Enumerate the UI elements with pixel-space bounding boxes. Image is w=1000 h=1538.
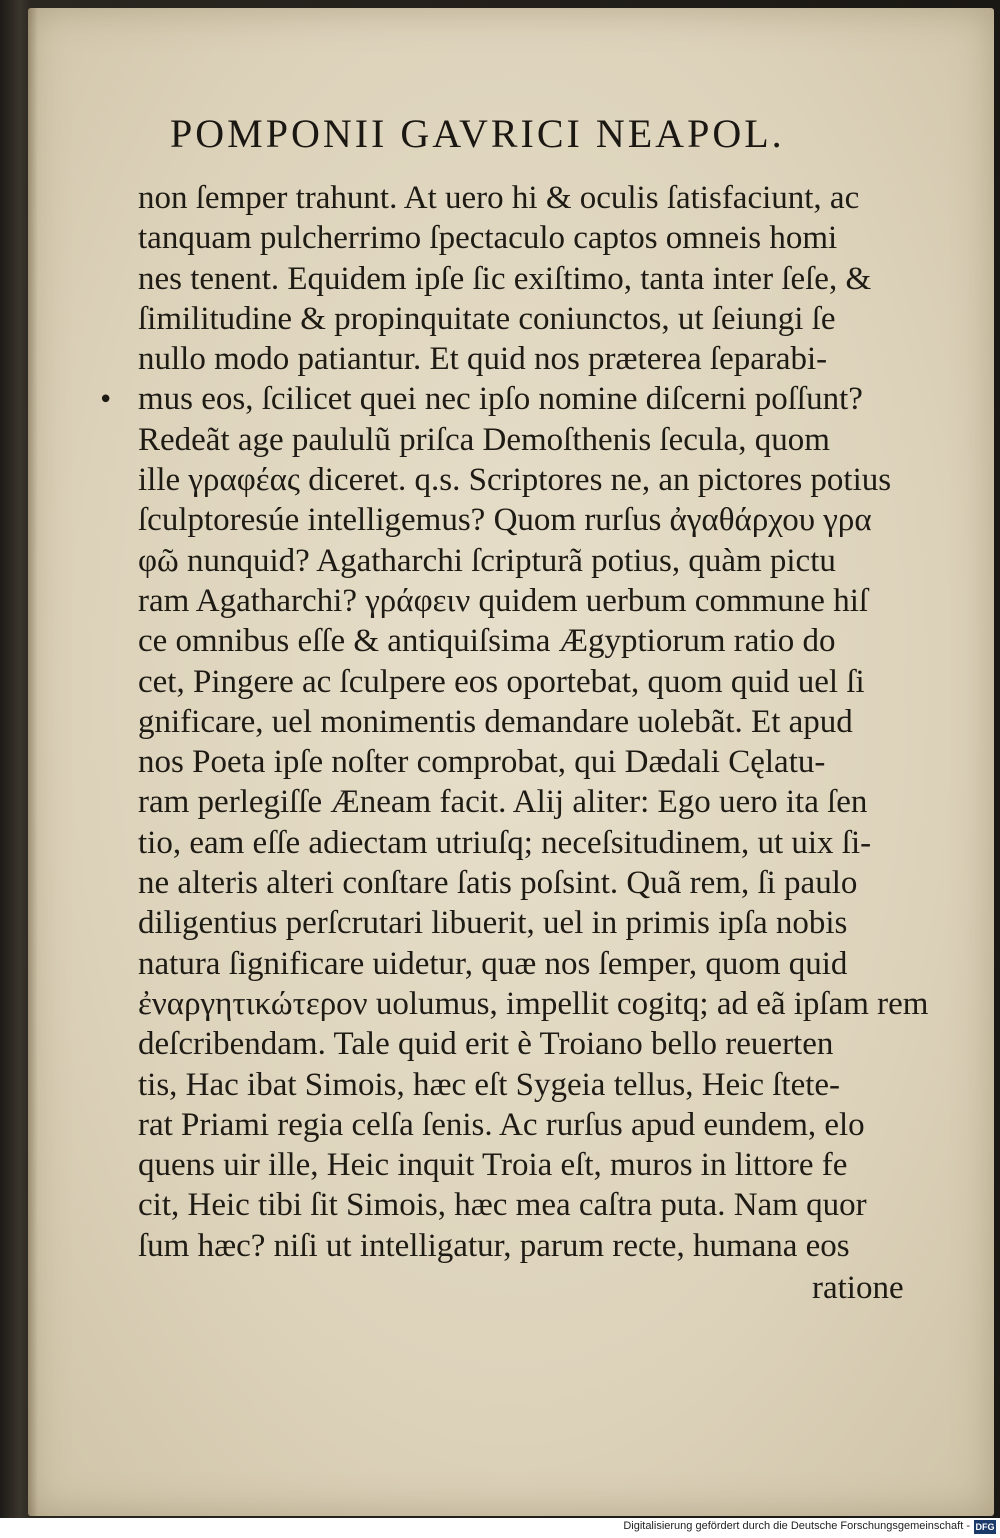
text-line: tio, eam eſſe adiectam utriuſq; neceſsitudinem, ut uix ſi-: [138, 824, 872, 861]
text-line: ille γραφέας diceret. q.s. Scriptores ne, an pictores potius: [138, 462, 892, 499]
text-line: ſum hæc? niſi ut intelligatur, parum recte, humana eos: [138, 1227, 850, 1264]
text-line: ἐναργητικώτερον uolumus, impellit cogitq; ad eã ipſam rem: [138, 985, 929, 1022]
text-line: nes tenent. Equidem ipſe ſic exiſtimo, tanta inter ſeſe, &: [138, 260, 872, 297]
text-line: ne alteris alteri conſtare ſatis poſsint. Quã rem, ſi paulo: [138, 865, 858, 902]
catchword: ratione: [812, 1270, 904, 1306]
dfg-logo-icon: DFG: [975, 1522, 995, 1532]
margin-mark: •: [98, 385, 114, 415]
body-text: [138, 178, 938, 1266]
text-line: tis, Hac ibat Simois, hæc eſt Sygeia tellus, Heic ſtete-: [138, 1066, 841, 1103]
text-line: rat Priami regia celſa ſenis. Ac rurſus apud eundem, elo: [138, 1106, 865, 1143]
text-line: natura ſignificare uidetur, quæ nos ſemper, quom quid: [138, 945, 848, 982]
text-line: nos Poeta ipſe noſter comprobat, qui Dædali Cęlatu-: [138, 744, 826, 781]
running-head: POMPONII GAVRICI NEAPOL.: [170, 111, 785, 156]
text-line: nullo modo patiantur. Et quid nos præterea ſeparabi-: [138, 341, 828, 378]
text-line: deſcribendam. Tale quid erit è Troiano bello reuerten: [138, 1026, 834, 1063]
page-spine-shadow: [28, 8, 38, 1516]
text-line: ram Agatharchi? γράφειν quidem uerbum commune hiſ: [138, 582, 869, 619]
text-line: non ſemper trahunt. At uero hi & oculis ſatisfaciunt, ac: [138, 180, 860, 216]
text-line: ſimilitudine & propinquitate coniunctos, ut ſeiungi ſe: [138, 300, 836, 337]
text-line: cet, Pingere ac ſculpere eos oportebat, quom quid uel ſi: [138, 663, 865, 700]
text-line: diligentius perſcrutari libuerit, uel in primis ipſa nobis: [138, 905, 848, 942]
text-line: ſculptoresúe intelligemus? Quom rurſus ἀγαθάρχου γρα: [138, 502, 872, 539]
text-line: cit, Heic tibi ſit Simois, hæc mea caſtra puta. Nam quor: [138, 1187, 867, 1224]
footer-credit: Digitalisierung gefördert durch die Deutsche Forschungsgemeinschaft -: [623, 1520, 970, 1532]
text-line: Redeãt age paululũ priſca Demoſthenis ſecula, quom: [138, 421, 830, 458]
text-line: ce omnibus eſſe & antiquiſsima Ægyptiorum ratio do: [138, 623, 836, 660]
text-line: quens uir ille, Heic inquit Troia eſt, muros in littore fe: [138, 1147, 848, 1184]
text-line: gnificare, uel monimentis demandare uolebãt. Et apud: [138, 703, 853, 740]
footer-bar: [0, 1518, 1000, 1538]
text-line: ram perlegiſſe Æneam facit. Alij aliter: Ego uero ita ſen: [138, 784, 868, 821]
text-line: mus eos, ſcilicet quei nec ipſo nomine diſcerni poſſunt?: [138, 381, 863, 418]
text-line: tanquam pulcherrimo ſpectaculo captos omneis homi: [138, 220, 838, 257]
text-line: φῶ nunquid? Agatharchi ſcripturã potius, quàm pictu: [138, 542, 836, 579]
